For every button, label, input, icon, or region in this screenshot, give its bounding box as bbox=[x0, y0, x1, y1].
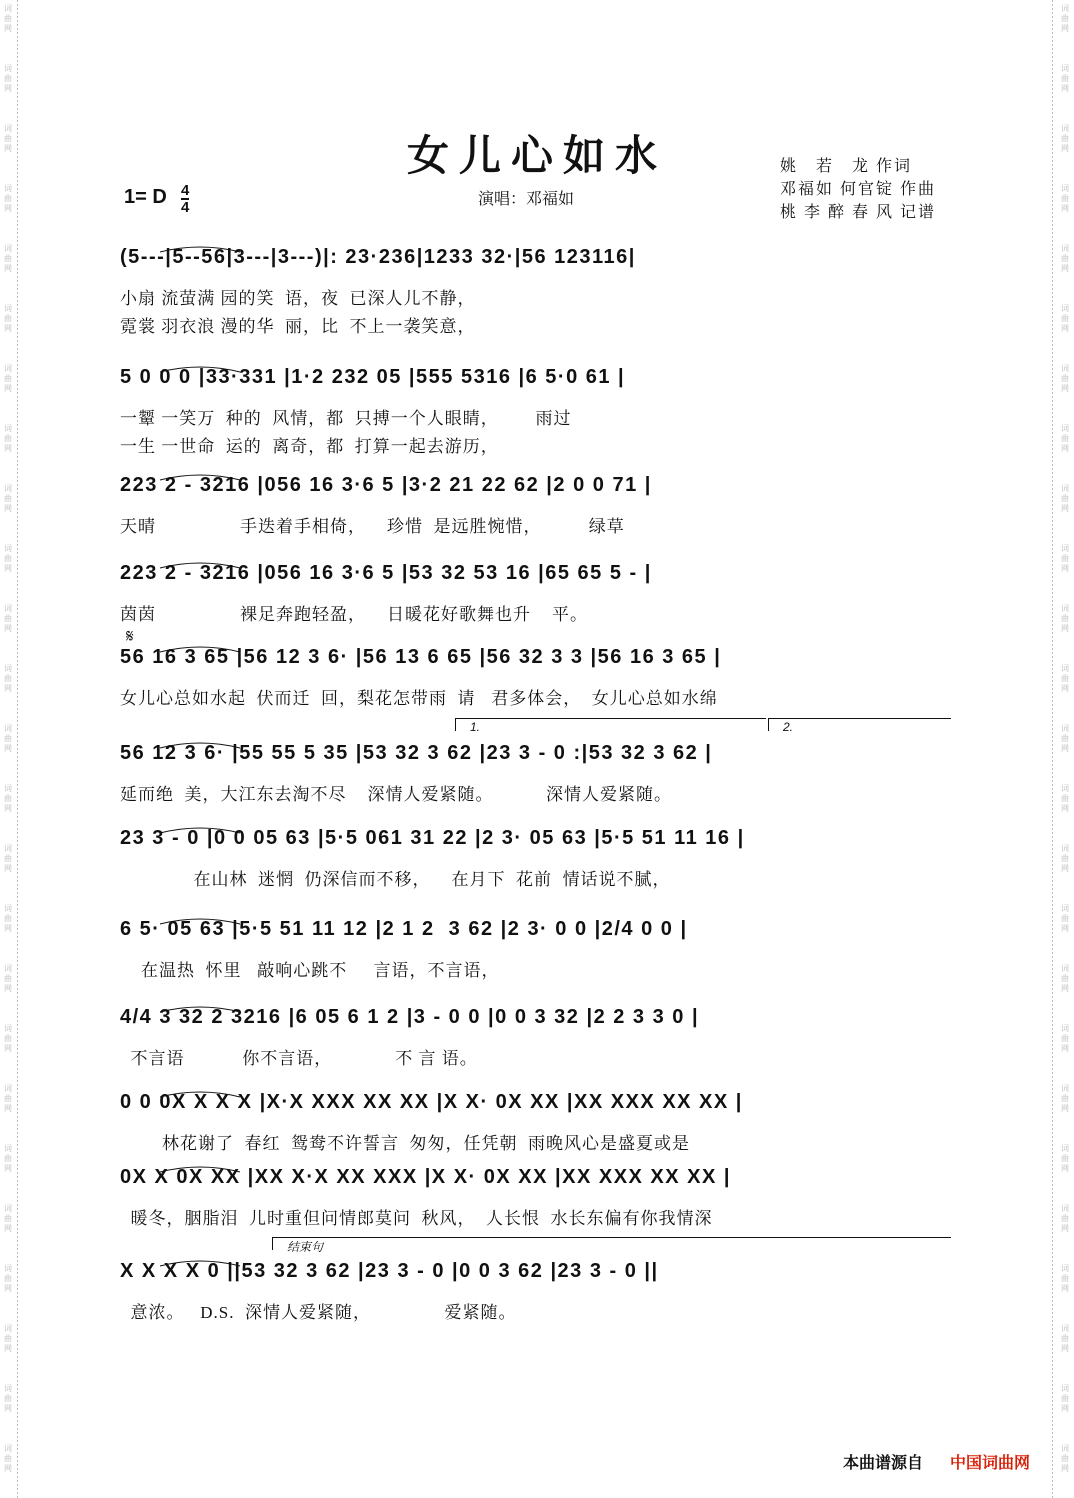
watermark-glyph: 网 bbox=[4, 444, 12, 453]
notation: X X X X 0 ||53 32 3 62 |23 3 - 0 |0 0 3 62 |23 3 - 0 || bbox=[120, 1260, 659, 1282]
notation: 4/4 3 32 2 3216 |6 05 6 1 2 |3 - 0 0 |0 0 3 32 |2 2 3 3 0 | bbox=[120, 1006, 700, 1028]
watermark-glyph: 网 bbox=[4, 1344, 12, 1353]
watermark-mark bbox=[1, 1384, 15, 1414]
watermark-mark bbox=[1, 1324, 15, 1354]
watermark-glyph: 曲 bbox=[4, 254, 12, 263]
watermark-glyph: 曲 bbox=[1061, 974, 1069, 983]
watermark-mark bbox=[1, 1024, 15, 1054]
lyric-line: 意浓。 D.S. 深情人爱紧随， 爱紧随。 bbox=[120, 1303, 517, 1322]
watermark-glyph: 词 bbox=[1061, 304, 1069, 313]
watermark-glyph: 曲 bbox=[1061, 794, 1069, 803]
watermark-glyph: 网 bbox=[4, 864, 12, 873]
watermark-glyph: 词 bbox=[4, 184, 12, 193]
watermark-mark bbox=[1, 1144, 15, 1174]
watermark-glyph: 词 bbox=[4, 1444, 12, 1453]
watermark-mark bbox=[1, 964, 15, 994]
composer-credit: 邓福如 何官锭 作曲 bbox=[780, 181, 937, 198]
watermark-glyph: 网 bbox=[1061, 1224, 1069, 1233]
watermark-glyph: 词 bbox=[1061, 124, 1069, 133]
watermark-glyph: 网 bbox=[1061, 324, 1069, 333]
watermark-glyph: 词 bbox=[1061, 1444, 1069, 1453]
volta-2-bracket bbox=[768, 718, 951, 731]
watermark-glyph: 网 bbox=[1061, 1104, 1069, 1113]
beam-marks bbox=[120, 1006, 955, 1040]
watermark-glyph: 词 bbox=[4, 1144, 12, 1153]
watermark-glyph: 网 bbox=[1061, 1464, 1069, 1473]
watermark-mark bbox=[1058, 544, 1072, 574]
score-line bbox=[120, 562, 955, 632]
notation: 223 2 - 3216 |056 16 3·6 5 |53 32 53 16 |65 65 5 - | bbox=[120, 562, 652, 584]
watermark-mark bbox=[1, 184, 15, 214]
watermark-glyph: 曲 bbox=[1061, 1394, 1069, 1403]
watermark-glyph: 网 bbox=[4, 984, 12, 993]
time-signature bbox=[181, 183, 189, 215]
notation: 23 3 - 0 |0 0 05 63 |5·5 061 31 22 |2 3· 05 63 |5·5 51 11 16 | bbox=[120, 827, 745, 849]
watermark-glyph: 网 bbox=[1061, 384, 1069, 393]
watermark-mark bbox=[1058, 964, 1072, 994]
left-border bbox=[17, 0, 18, 1498]
watermark-glyph: 曲 bbox=[1061, 314, 1069, 323]
coda-bracket bbox=[272, 1237, 951, 1250]
watermark-glyph: 网 bbox=[4, 1224, 12, 1233]
watermark-glyph: 词 bbox=[4, 544, 12, 553]
watermark-glyph: 词 bbox=[1061, 904, 1069, 913]
volta-1-bracket bbox=[455, 718, 766, 731]
watermark-glyph: 曲 bbox=[4, 494, 12, 503]
watermark-glyph: 曲 bbox=[4, 74, 12, 83]
watermark-glyph: 网 bbox=[4, 264, 12, 273]
watermark-glyph: 网 bbox=[1061, 264, 1069, 273]
watermark-glyph: 网 bbox=[4, 924, 12, 933]
watermark-mark bbox=[1, 484, 15, 514]
watermark-glyph: 网 bbox=[1061, 84, 1069, 93]
watermark-glyph: 曲 bbox=[1061, 194, 1069, 203]
watermark-glyph: 网 bbox=[1061, 1344, 1069, 1353]
watermark-glyph: 曲 bbox=[1061, 254, 1069, 263]
watermark-glyph: 词 bbox=[4, 1024, 12, 1033]
watermark-mark bbox=[1058, 1324, 1072, 1354]
segno-sign: 𝄋 bbox=[126, 626, 134, 646]
watermark-glyph: 词 bbox=[1061, 1264, 1069, 1273]
score-line bbox=[120, 918, 955, 988]
singer-credit: 演唱：邓福如 bbox=[478, 191, 575, 208]
notation: 56 16 3 65 |56 12 3 6· |56 13 6 65 |56 32 3 3 |56 16 3 65 | bbox=[120, 646, 722, 668]
lyric-line: 在温热 怀里 敲响心跳不 言语，不言语， bbox=[120, 961, 500, 980]
watermark-mark bbox=[1, 904, 15, 934]
watermark-glyph: 曲 bbox=[4, 1334, 12, 1343]
watermark-mark bbox=[1, 4, 15, 34]
watermark-glyph: 词 bbox=[1061, 604, 1069, 613]
watermark-glyph: 网 bbox=[4, 1164, 12, 1173]
watermark-glyph: 网 bbox=[1061, 144, 1069, 153]
watermark-glyph: 词 bbox=[1061, 784, 1069, 793]
watermark-glyph: 词 bbox=[4, 604, 12, 613]
watermark-glyph: 曲 bbox=[1061, 554, 1069, 563]
score-line bbox=[120, 742, 955, 812]
right-border bbox=[1052, 0, 1053, 1498]
watermark-glyph: 网 bbox=[1061, 444, 1069, 453]
watermark-glyph: 词 bbox=[1061, 424, 1069, 433]
watermark-glyph: 曲 bbox=[4, 1034, 12, 1043]
watermark-mark bbox=[1058, 364, 1072, 394]
watermark-glyph: 曲 bbox=[1061, 734, 1069, 743]
lyric-line: 一颦 一笑万 种的 风情，都 只搏一个人眼睛， 雨过 bbox=[120, 409, 572, 428]
lyric-line: 一生 一世命 运的 离奇，都 打算一起去游历， bbox=[120, 437, 499, 456]
watermark-glyph: 网 bbox=[4, 684, 12, 693]
watermark-glyph: 词 bbox=[4, 664, 12, 673]
watermark-glyph: 曲 bbox=[4, 434, 12, 443]
watermark-mark bbox=[1058, 184, 1072, 214]
watermark-glyph: 网 bbox=[4, 24, 12, 33]
score-line bbox=[120, 246, 955, 336]
watermark-glyph: 网 bbox=[4, 1104, 12, 1113]
watermark-glyph: 词 bbox=[1061, 964, 1069, 973]
beam-marks bbox=[120, 646, 955, 680]
watermark-glyph: 网 bbox=[4, 624, 12, 633]
watermark-glyph: 曲 bbox=[4, 1394, 12, 1403]
beam-marks bbox=[120, 366, 955, 400]
watermark-glyph: 网 bbox=[1061, 204, 1069, 213]
watermark-glyph: 词 bbox=[4, 784, 12, 793]
watermark-glyph: 词 bbox=[4, 724, 12, 733]
lyric-line: 延而绝 美，大江东去淘不尽 深情人爱紧随。 深情人爱紧随。 bbox=[120, 785, 672, 804]
watermark-glyph: 网 bbox=[4, 384, 12, 393]
watermark-mark bbox=[1, 1444, 15, 1474]
watermark-glyph: 词 bbox=[4, 1324, 12, 1333]
watermark-glyph: 网 bbox=[1061, 504, 1069, 513]
time-signature-top: 4 bbox=[181, 182, 190, 199]
watermark-glyph: 曲 bbox=[4, 1274, 12, 1283]
watermark-glyph: 网 bbox=[1061, 1164, 1069, 1173]
watermark-glyph: 词 bbox=[4, 1084, 12, 1093]
notation: (5---|5--56|3---|3---)|: 23·236|1233 32·|56 123116| bbox=[120, 246, 636, 268]
watermark-glyph: 网 bbox=[1061, 804, 1069, 813]
watermark-glyph: 网 bbox=[4, 324, 12, 333]
volta-1-label: 1. bbox=[470, 720, 481, 734]
watermark-glyph: 词 bbox=[4, 1264, 12, 1273]
notation: 0 0 0X X X X |X·X XXX XX XX |X X· 0X XX |XX XXX XX XX | bbox=[120, 1091, 743, 1113]
watermark-glyph: 网 bbox=[1061, 864, 1069, 873]
footer-source-text: 本曲谱源自 bbox=[843, 1453, 924, 1472]
watermark-glyph: 词 bbox=[4, 1204, 12, 1213]
watermark-glyph: 词 bbox=[1061, 484, 1069, 493]
lyric-line: 暖冬，胭脂泪 儿时重但问情郎莫问 秋风， 人长恨 水长东偏有你我情深 bbox=[120, 1209, 713, 1228]
watermark-glyph: 网 bbox=[1061, 1044, 1069, 1053]
watermark-glyph: 词 bbox=[1061, 1084, 1069, 1093]
lyric-line: 天晴 手迭着手相倚， 珍惜 是远胜惋惜， 绿草 bbox=[120, 517, 625, 536]
lyric-line: 霓裳 羽衣浪 漫的华 丽，比 不上一袭笑意， bbox=[120, 317, 476, 336]
coda-label: 结束句 bbox=[287, 1240, 324, 1254]
watermark-mark bbox=[1058, 1264, 1072, 1294]
watermark-glyph: 词 bbox=[1061, 64, 1069, 73]
watermark-glyph: 词 bbox=[4, 64, 12, 73]
notation: 56 12 3 6· |55 55 5 35 |53 32 3 62 |23 3 - 0 :|53 32 3 62 | bbox=[120, 742, 713, 764]
watermark-glyph: 曲 bbox=[4, 1214, 12, 1223]
watermark-glyph: 网 bbox=[4, 504, 12, 513]
lyricist-credit: 姚 若 龙 作词 bbox=[780, 158, 913, 175]
beam-marks bbox=[120, 1166, 955, 1200]
lyric-line: 茵茵 裸足奔跑轻盈， 日暖花好歌舞也升 平。 bbox=[120, 605, 588, 624]
watermark-glyph: 词 bbox=[1061, 1384, 1069, 1393]
watermark-glyph: 词 bbox=[4, 424, 12, 433]
watermark-glyph: 曲 bbox=[1061, 14, 1069, 23]
watermark-mark bbox=[1058, 1144, 1072, 1174]
watermark-glyph: 曲 bbox=[1061, 74, 1069, 83]
watermark-mark bbox=[1058, 1024, 1072, 1054]
watermark-glyph: 曲 bbox=[4, 374, 12, 383]
watermark-glyph: 曲 bbox=[1061, 1334, 1069, 1343]
watermark-mark bbox=[1058, 304, 1072, 334]
watermark-mark bbox=[1, 784, 15, 814]
watermark-glyph: 曲 bbox=[1061, 494, 1069, 503]
watermark-glyph: 词 bbox=[4, 484, 12, 493]
watermark-glyph: 曲 bbox=[4, 134, 12, 143]
watermark-glyph: 曲 bbox=[1061, 1034, 1069, 1043]
watermark-glyph: 网 bbox=[4, 84, 12, 93]
watermark-glyph: 曲 bbox=[1061, 614, 1069, 623]
watermark-glyph: 曲 bbox=[4, 794, 12, 803]
watermark-mark bbox=[1, 604, 15, 634]
lyric-line: 在山林 迷惘 仍深信而不移， 在月下 花前 情话说不腻， bbox=[120, 870, 671, 889]
volta-2-label: 2. bbox=[783, 720, 794, 734]
watermark-mark bbox=[1058, 484, 1072, 514]
lyric-line: 林花谢了 春红 鸳鸯不许誓言 匆匆，任凭朝 雨晚风心是盛夏或是 bbox=[120, 1134, 690, 1153]
watermark-mark bbox=[1, 64, 15, 94]
transcriber-credit: 桃 李 醉 春 风 记谱 bbox=[780, 204, 937, 221]
beam-marks bbox=[120, 474, 955, 508]
watermark-glyph: 曲 bbox=[4, 854, 12, 863]
watermark-mark bbox=[1, 1204, 15, 1234]
watermark-mark bbox=[1058, 1084, 1072, 1114]
watermark-glyph: 曲 bbox=[1061, 1454, 1069, 1463]
watermark-mark bbox=[1, 424, 15, 454]
beam-marks bbox=[120, 1260, 955, 1294]
watermark-glyph: 曲 bbox=[1061, 1214, 1069, 1223]
watermark-glyph: 网 bbox=[1061, 924, 1069, 933]
watermark-glyph: 网 bbox=[4, 744, 12, 753]
watermark-mark bbox=[1058, 904, 1072, 934]
watermark-mark bbox=[1058, 424, 1072, 454]
watermark-glyph: 词 bbox=[1061, 1024, 1069, 1033]
watermark-glyph: 网 bbox=[1061, 1284, 1069, 1293]
lyric-line: 女儿心总如水起 伏而迁 回，梨花怎带雨 请 君多体会， 女儿心总如水绵 bbox=[120, 689, 718, 708]
watermark-glyph: 曲 bbox=[1061, 914, 1069, 923]
watermark-glyph: 词 bbox=[4, 124, 12, 133]
watermark-mark bbox=[1058, 64, 1072, 94]
watermark-glyph: 词 bbox=[1061, 664, 1069, 673]
watermark-glyph: 词 bbox=[1061, 544, 1069, 553]
watermark-glyph: 曲 bbox=[1061, 854, 1069, 863]
watermark-glyph: 网 bbox=[4, 564, 12, 573]
watermark-glyph: 词 bbox=[1061, 1204, 1069, 1213]
watermark-glyph: 词 bbox=[1061, 1144, 1069, 1153]
watermark-mark bbox=[1058, 664, 1072, 694]
watermark-mark bbox=[1, 1084, 15, 1114]
watermark-glyph: 曲 bbox=[1061, 674, 1069, 683]
watermark-mark bbox=[1058, 604, 1072, 634]
beam-marks bbox=[120, 918, 955, 952]
key-signature: 1= D bbox=[124, 186, 167, 208]
watermark-glyph: 词 bbox=[4, 4, 12, 13]
watermark-glyph: 词 bbox=[4, 844, 12, 853]
watermark-mark bbox=[1, 1264, 15, 1294]
watermark-glyph: 曲 bbox=[4, 1154, 12, 1163]
watermark-glyph: 网 bbox=[1061, 564, 1069, 573]
watermark-glyph: 曲 bbox=[4, 194, 12, 203]
beam-marks bbox=[120, 562, 955, 596]
watermark-glyph: 词 bbox=[1061, 244, 1069, 253]
watermark-mark bbox=[1058, 1384, 1072, 1414]
score-line bbox=[120, 1006, 955, 1076]
beam-marks bbox=[120, 827, 955, 861]
footer-site[interactable] bbox=[950, 1450, 1030, 1473]
watermark-glyph: 曲 bbox=[1061, 1274, 1069, 1283]
beam-marks bbox=[120, 742, 955, 776]
watermark-mark bbox=[1, 844, 15, 874]
watermark-glyph: 曲 bbox=[4, 1454, 12, 1463]
time-signature-bottom: 4 bbox=[181, 199, 190, 216]
notation: 223 2 - 3216 |056 16 3·6 5 |3·2 21 22 62 |2 0 0 71 | bbox=[120, 474, 652, 496]
watermark-glyph: 网 bbox=[1061, 984, 1069, 993]
score-line bbox=[120, 1260, 955, 1330]
watermark-glyph: 曲 bbox=[1061, 134, 1069, 143]
watermark-glyph: 网 bbox=[1061, 1404, 1069, 1413]
watermark-mark bbox=[1058, 844, 1072, 874]
watermark-glyph: 词 bbox=[1061, 184, 1069, 193]
watermark-glyph: 网 bbox=[1061, 624, 1069, 633]
watermark-glyph: 曲 bbox=[4, 914, 12, 923]
watermark-glyph: 词 bbox=[1061, 1324, 1069, 1333]
song-title: 女儿心如水 bbox=[406, 131, 667, 180]
watermark-glyph: 网 bbox=[4, 144, 12, 153]
watermark-glyph: 网 bbox=[4, 204, 12, 213]
watermark-glyph: 曲 bbox=[4, 14, 12, 23]
watermark-glyph: 曲 bbox=[4, 314, 12, 323]
watermark-glyph: 网 bbox=[1061, 684, 1069, 693]
watermark-glyph: 词 bbox=[1061, 364, 1069, 373]
watermark-mark bbox=[1058, 724, 1072, 754]
notation: 5 0 0 0 |33·331 |1·2 232 05 |555 5316 |6 5·0 61 | bbox=[120, 366, 626, 388]
watermark-glyph: 曲 bbox=[4, 1094, 12, 1103]
watermark-glyph: 网 bbox=[4, 1404, 12, 1413]
watermark-mark bbox=[1, 724, 15, 754]
score-line bbox=[120, 646, 955, 716]
lyric-line: 不言语 你不言语， 不 言 语。 bbox=[120, 1049, 478, 1068]
watermark-glyph: 曲 bbox=[1061, 1154, 1069, 1163]
watermark-glyph: 网 bbox=[4, 1284, 12, 1293]
watermark-mark bbox=[1, 544, 15, 574]
watermark-mark bbox=[1058, 4, 1072, 34]
notation: 6 5· 05 63 |5·5 51 11 12 |2 1 2 3 62 |2 3· 0 0 |2/4 0 0 | bbox=[120, 918, 688, 940]
watermark-glyph: 网 bbox=[4, 804, 12, 813]
beam-marks bbox=[120, 246, 955, 280]
watermark-mark bbox=[1058, 244, 1072, 274]
watermark-glyph: 曲 bbox=[1061, 1094, 1069, 1103]
watermark-glyph: 曲 bbox=[4, 554, 12, 563]
watermark-mark bbox=[1058, 1204, 1072, 1234]
watermark-mark bbox=[1, 664, 15, 694]
watermark-glyph: 曲 bbox=[4, 614, 12, 623]
watermark-glyph: 词 bbox=[1061, 844, 1069, 853]
watermark-glyph: 词 bbox=[4, 244, 12, 253]
watermark-glyph: 曲 bbox=[4, 674, 12, 683]
score-line bbox=[120, 474, 955, 544]
score-line bbox=[120, 1091, 955, 1161]
watermark-glyph: 词 bbox=[1061, 4, 1069, 13]
watermark-glyph: 词 bbox=[4, 364, 12, 373]
watermark-glyph: 词 bbox=[1061, 724, 1069, 733]
beam-marks bbox=[120, 1091, 955, 1125]
score-line bbox=[120, 1166, 955, 1236]
watermark-glyph: 词 bbox=[4, 904, 12, 913]
watermark-glyph: 曲 bbox=[1061, 434, 1069, 443]
watermark-glyph: 网 bbox=[1061, 744, 1069, 753]
watermark-glyph: 词 bbox=[4, 964, 12, 973]
watermark-glyph: 网 bbox=[1061, 24, 1069, 33]
watermark-glyph: 曲 bbox=[4, 974, 12, 983]
score-line bbox=[120, 827, 955, 897]
watermark-mark bbox=[1, 244, 15, 274]
watermark-mark bbox=[1, 364, 15, 394]
watermark-glyph: 词 bbox=[4, 304, 12, 313]
lyric-line: 小扇 流萤满 园的笑 语，夜 已深人儿不静， bbox=[120, 289, 476, 308]
watermark-mark bbox=[1, 304, 15, 334]
watermark-glyph: 曲 bbox=[4, 734, 12, 743]
watermark-mark bbox=[1058, 1444, 1072, 1474]
watermark-glyph: 网 bbox=[4, 1464, 12, 1473]
watermark-glyph: 曲 bbox=[1061, 374, 1069, 383]
watermark-mark bbox=[1058, 784, 1072, 814]
footer-site-link[interactable]: 中国词曲网 bbox=[950, 1453, 1031, 1472]
watermark-glyph: 网 bbox=[4, 1044, 12, 1053]
footer-source bbox=[843, 1450, 923, 1473]
score-line bbox=[120, 366, 955, 456]
notation: 0X X 0X XX |XX X·X XX XXX |X X· 0X XX |XX XXX XX XX | bbox=[120, 1166, 731, 1188]
watermark-glyph: 词 bbox=[4, 1384, 12, 1393]
